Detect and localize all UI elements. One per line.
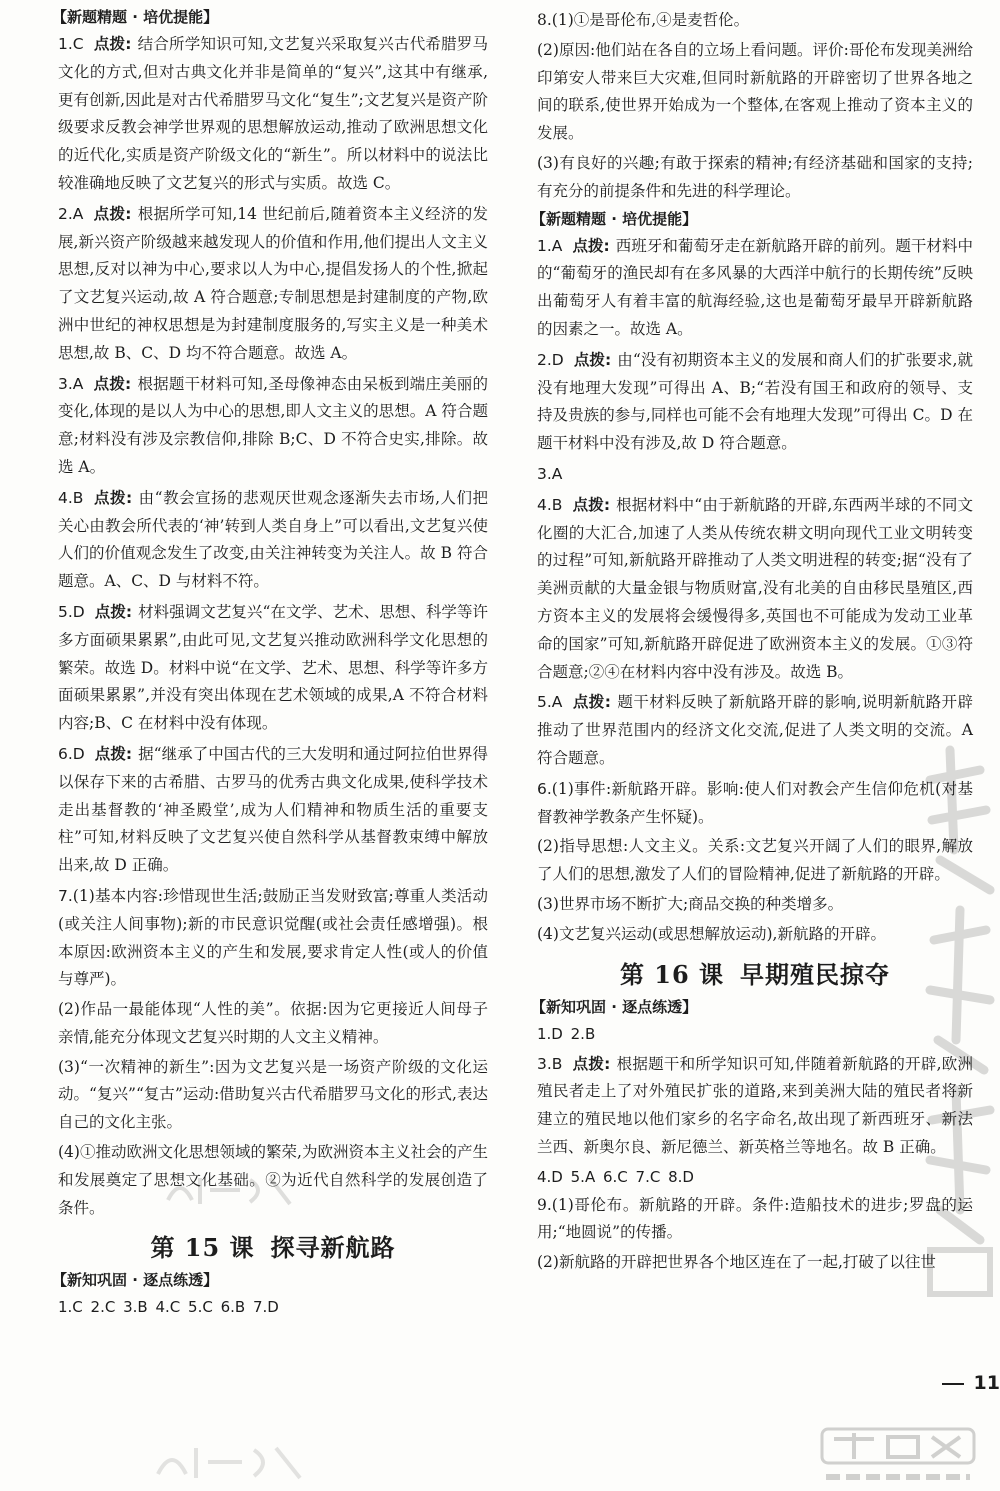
answer-keyword: 点拨: xyxy=(93,374,132,393)
answer-item xyxy=(537,689,973,772)
answer-text: 根据材料中“由于新航路的开辟,东西两半球的不同文化圈的大汇合,加速了人类从传统农耕文明向现代工业文明转变的过程”可知,新航路开辟推动了人类文明进程的转变;据“没有了美洲贡献的大量金银与物质财富,没有北美的自由移民垦殖区,西方资本主义的发展将会缓慢得多,英国也不可能成为发动工业革命的国家”可知,新航路开辟促进了欧洲资本主义的发展。①③符合题意;②④在材料内容中没有涉及。故选 B。 xyxy=(537,495,973,681)
answer-paragraph: (2)指导思想:人文主义。关系:文艺复兴开阔了人们的眼界,解放了人们的思想,激发了人们的冒险精神,促进了新航路的开辟。 xyxy=(537,837,973,884)
answer-number: 3.A xyxy=(58,374,84,393)
answer-text: (1)基本内容:珍惜现世生活;鼓励正当发财致富;尊重人类活动(或关注人间事物);新的市民意识觉醒(或社会责任感增强)。根本原因:欧洲资本主义的产生和发展,要求肯定人性(或人的价值与尊严)。 xyxy=(58,886,488,989)
answer-keyword: 点拨: xyxy=(94,744,133,763)
answer-paragraph: (4)文艺复兴运动(或思想解放运动),新航路的开辟。 xyxy=(537,924,886,943)
answer-number: 1.C xyxy=(58,35,84,53)
answer-paragraph: (2)原因:他们站在各自的立场上看问题。评价:哥伦布发现美洲给印第安人带来巨大灾难,但同时新航路的开辟密切了世界各地之间的联系,使世界开始成为一个整体,在客观上推动了资本主义的发展。 xyxy=(537,40,973,143)
section-tag-lesson15: 【新知巩固 · 逐点练透】 xyxy=(52,1271,219,1290)
answer-keyword: 点拨: xyxy=(572,693,611,712)
answer-item xyxy=(58,371,488,482)
answer-text: 结合所学知识可知,文艺复兴采取复兴古代希腊罗马文化的方式,但对古典文化并非是简单的“复兴”,这其中有继承,更有创新,因此是对古代希腊罗马文化“复生”;文艺复兴是资产阶级要求反教会神学世界观的思想解放运动,推动了欧洲思想文化的近代化,实质是资产阶级文化的“新生”。所以材料中的说法比较准确地反映了文艺复兴的形式与实质。故选 C。 xyxy=(58,35,488,192)
answer-item-l16-3 xyxy=(537,1051,973,1162)
answer-number: 2.D xyxy=(537,350,564,369)
answer-item xyxy=(58,31,488,198)
answer-number: 2.A xyxy=(58,204,84,223)
answer-item xyxy=(537,776,973,832)
answer-number: 3.A xyxy=(537,464,563,483)
answer-text: 根据题干材料可知,圣母像神态由呆板到端庄美丽的变化,体现的是以人为中心的思想,即人文主义的思想。A 符合题意;材料没有涉及宗教信仰,排除 B;C、D 不符合史实,排除。故选 A。 xyxy=(58,374,488,476)
answer-text: 根据所学可知,14 世纪前后,随着资本主义经济的发展,新兴资产阶级越来越发现人的价值和作用,他们提出人文主义思想,反对以神为中心,要求以人为中心,提倡发扬人的个性,掀起了文艺复兴运动,故 A 符合题意;专制思想是封建制度的产物,欧洲中世纪的神权思想是为封建制度服务的,写实主义是一种美术思想,故 B、C、D 均不符合题意。故选 A。 xyxy=(58,204,488,362)
answer-keyword: 点拨: xyxy=(572,236,610,255)
ghost-watermark xyxy=(150,1440,310,1484)
answer-paragraph: (2)作品一最能体现“人性的美”。依据:因为它更接近人间母子亲情,能充分体现文艺复兴时期的人文主义精神。 xyxy=(58,1000,488,1046)
answer-paragraph: (3)有良好的兴趣;有敢于探索的精神;有经济基础和国家的支持;有充分的前提条件和先进的科学理论。 xyxy=(537,153,973,200)
answer-item xyxy=(58,599,488,738)
answer-text: 由“教会宣扬的悲观厌世观念逐渐失去市场,人们把关心由教会所代表的‘神’转到人类自身上”可以看出,文艺复兴使人们的价值观念发生了改变,由关注神转变为关注人。故 B 符合题意。A、C、D 与材料不符。 xyxy=(58,488,488,591)
answer-item xyxy=(58,741,488,880)
lesson-15-name: 探寻新航路 xyxy=(270,1233,396,1263)
left-column xyxy=(52,6,488,1321)
right-answer-list xyxy=(537,233,973,832)
answer-paragraph: 9.(1)哥伦布。新航路的开辟。条件:造船技术的进步;罗盘的运用;“地圆说”的传播。 xyxy=(537,1195,973,1242)
answer-number: 5.A xyxy=(537,693,563,712)
answer-number: 3.B xyxy=(537,1054,563,1073)
answer-number: 6.D xyxy=(58,744,85,763)
answer-item xyxy=(537,347,973,458)
answer-item xyxy=(58,485,488,596)
answer-number: 7. xyxy=(58,886,73,905)
answer-keyword: 点拨: xyxy=(572,1054,611,1073)
left-answer-list xyxy=(58,31,488,994)
answer-paragraph: (3)世界市场不断扩大;商品交换的种类增多。 xyxy=(537,894,844,913)
answer-text: 由“没有初期资本主义的发展和商人们的扩张要求,就没有地理大发现”可得出 A、B;“若没有国王和政府的领导、支持及贵族的参与,同样也可能不会有地理大发现”可得出 C。D 在题干材料中没有涉及,故 D 符合题意。 xyxy=(537,350,973,453)
page-number: 11 xyxy=(942,1372,1000,1394)
section-tag-right: 【新题精题 · 培优提能】 xyxy=(531,209,698,228)
q7-parts xyxy=(58,996,488,1222)
lesson16-answer-keys-b: 4.D 5.A 6.C 7.C 8.D xyxy=(537,1167,694,1186)
answer-paragraph: (3)“一次精神的新生”:因为文艺复兴是一场资产阶级的文化运动。“复兴”“复古”运动:借助复兴古代希腊罗马文化的形式,表达自己的文化主张。 xyxy=(58,1057,488,1132)
answer-number: 4.B xyxy=(537,495,563,514)
answer-text: 根据题干和所学知识可知,伴随着新航路的开辟,欧洲殖民者走上了对外殖民扩张的道路,来到美洲大陆的殖民者将新建立的殖民地以他们家乡的名字命名,故出现了新西班牙、新法兰西、新奥尔良、新尼德兰、新英格兰等地名。故 B 正确。 xyxy=(537,1054,973,1156)
answer-paragraph: (2)新航路的开辟把世界各个地区连在了一起,打破了以往世 xyxy=(537,1253,936,1272)
answer-number: 1.A xyxy=(537,236,563,255)
answer-item xyxy=(537,461,973,489)
answer-paragraph: (4)①推动欧洲文化思想领域的繁荣,为欧洲资本主义社会的产生和发展奠定了思想文化基础。②为近代自然科学的发展创造了条件。 xyxy=(58,1143,488,1217)
answer-number: 5.D xyxy=(58,602,85,621)
answer-item xyxy=(537,233,973,344)
lesson-15-title xyxy=(58,1228,488,1263)
lesson-16-number: 第 16 课 xyxy=(619,959,725,989)
lesson16-answer-keys-a: 1.D 2.B xyxy=(537,1024,596,1043)
answer-item xyxy=(537,492,973,687)
answer-keyword: 点拨: xyxy=(572,495,611,514)
lesson-16-name: 早期殖民掠夺 xyxy=(740,959,891,989)
lesson-15-number: 第 15 课 xyxy=(150,1233,255,1263)
answer-text: 题干材料反映了新航路开辟的影响,说明新航路开辟推动了世界范围内的经济文化交流,促进了人类文明的交流。A 符合题意。 xyxy=(537,693,973,767)
page-number-dash xyxy=(942,1383,964,1385)
answer-item xyxy=(58,201,488,368)
answer-keyword: 点拨: xyxy=(573,350,612,369)
right-column xyxy=(531,6,973,1279)
answer-site-logo xyxy=(818,1425,978,1487)
q9-parts xyxy=(537,1192,973,1277)
answer-keyword: 点拨: xyxy=(94,602,133,621)
lesson15-answer-keys: 1.C 2.C 3.B 4.C 5.C 6.B 7.D xyxy=(58,1298,279,1317)
answer-number: 6. xyxy=(537,779,552,798)
section-tag-lesson16: 【新知巩固 · 逐点练透】 xyxy=(531,997,698,1016)
answer-text: 据“继承了中国古代的三大发明和通过阿拉伯世界得以保存下来的古希腊、古罗马的优秀古典文化成果,使科学技术走出基督教的‘神圣殿堂’,成为人们精神和物质生活的重要支柱”可知,材料反映了文艺复兴使自然科学从基督教束缚中解放出来,故 D 正确。 xyxy=(58,744,488,875)
answer-keyword: 点拨: xyxy=(93,488,133,507)
lesson-16-title xyxy=(537,955,973,990)
answer-number: 4.B xyxy=(58,488,84,507)
q8-parts xyxy=(537,7,973,206)
q6-parts xyxy=(537,833,973,948)
answer-item xyxy=(58,883,488,994)
answer-text: 材料强调文艺复兴“在文学、艺术、思想、科学等许多方面硕果累累”,由此可见,文艺复兴推动欧洲科学文化思想的繁荣。故选 D。材料中说“在文学、艺术、思想、科学等许多方面硕果累累”,并没有突出体现在艺术领域的成果,A 不符合材料内容;B、C 在材料中没有体现。 xyxy=(58,602,488,733)
answer-text: 西班牙和葡萄牙走在新航路开辟的前列。题干材料中的“葡萄牙的渔民却有在多风暴的大西洋中航行的长期传统”反映出葡萄牙人有着丰富的航海经验,这也是葡萄牙最早开辟新航路的因素之一。故选 A。 xyxy=(537,236,973,338)
section-tag-left: 【新题精题 · 培优提能】 xyxy=(52,8,219,26)
answer-paragraph: 8.(1)①是哥伦布,④是麦哲伦。 xyxy=(537,11,750,29)
answer-keyword: 点拨: xyxy=(93,204,132,223)
answer-text: (1)事件:新航路开辟。影响:使人们对教会产生信仰危机(对基督教神学教条产生怀疑)。 xyxy=(537,779,973,826)
answer-keyword: 点拨: xyxy=(93,35,132,53)
